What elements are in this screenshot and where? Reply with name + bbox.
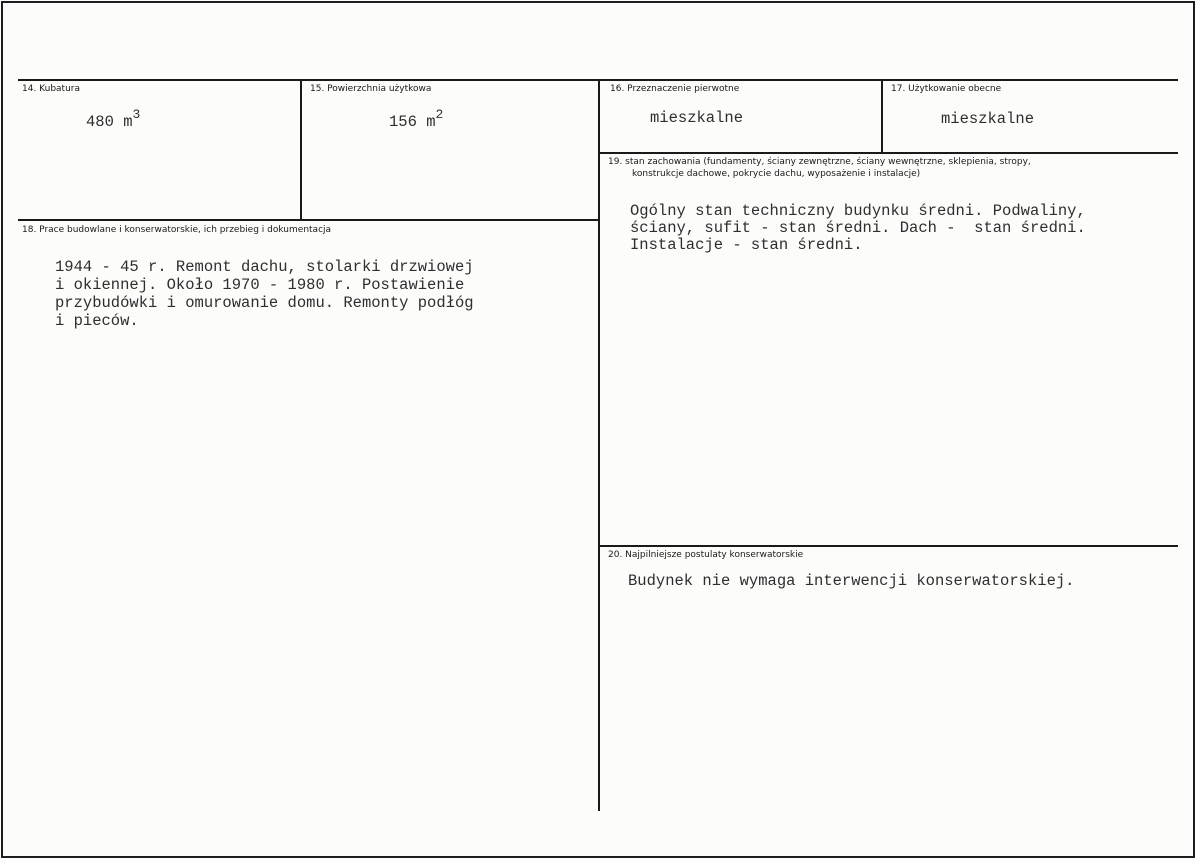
kubatura-value [86,107,140,132]
stan-line-1: Ogólny stan techniczny budynku średni. Podwaliny, [630,202,1086,220]
rule-below-14-15 [18,219,598,221]
rule-above-20 [600,545,1178,547]
prace-line-1: 1944 - 45 r. Remont dachu, stolarki drzwiowej [55,258,474,276]
rule-below-16-17 [600,152,1178,154]
stan-label-line-2: konstrukcje dachowe, pokrycie dachu, wyposażenie i instalacje) [632,169,921,179]
przeznaczenie-label: 16. Przeznaczenie pierwotne [610,84,740,94]
powierzchnia-label: 15. Powierzchnia użytkowa [310,84,432,94]
stan-line-3: Instalacje - stan średni. [630,236,863,254]
kubatura-number: 480 m [86,113,133,132]
kubatura-label: 14. Kubatura [22,84,81,94]
powierzchnia-exponent: 2 [435,107,444,122]
powierzchnia-value [389,107,443,132]
przeznaczenie-value: mieszkalne [650,109,744,127]
prace-label: 18. Prace budowlane i konserwatorskie, ich przebieg i dokumentacja [22,225,332,235]
prace-line-3: przybudówki i omurowanie domu. Remonty podłóg [55,294,474,312]
divider-14-15 [300,81,302,219]
prace-line-4: i pieców. [55,312,139,330]
stan-line-2: ściany, sufit - stan średni. Dach - stan średni. [630,219,1086,237]
postulaty-value: Budynek nie wymaga interwencji konserwatorskiej. [628,572,1075,590]
postulaty-label: 20. Najpilniejsze postulaty konserwatorskie [608,550,804,560]
kubatura-exponent: 3 [132,107,141,122]
powierzchnia-number: 156 m [389,113,436,132]
stan-label-line-1: 19. stan zachowania (fundamenty, ściany zewnętrzne, ściany wewnętrzne, sklepienia, stropy, [608,157,1031,167]
divider-16-17 [881,81,883,152]
uzytkowanie-label: 17. Użytkowanie obecne [891,84,1002,94]
uzytkowanie-value: mieszkalne [941,110,1035,128]
prace-line-2: i okiennej. Około 1970 - 1980 r. Postawienie [55,276,465,294]
center-divider [598,81,600,811]
